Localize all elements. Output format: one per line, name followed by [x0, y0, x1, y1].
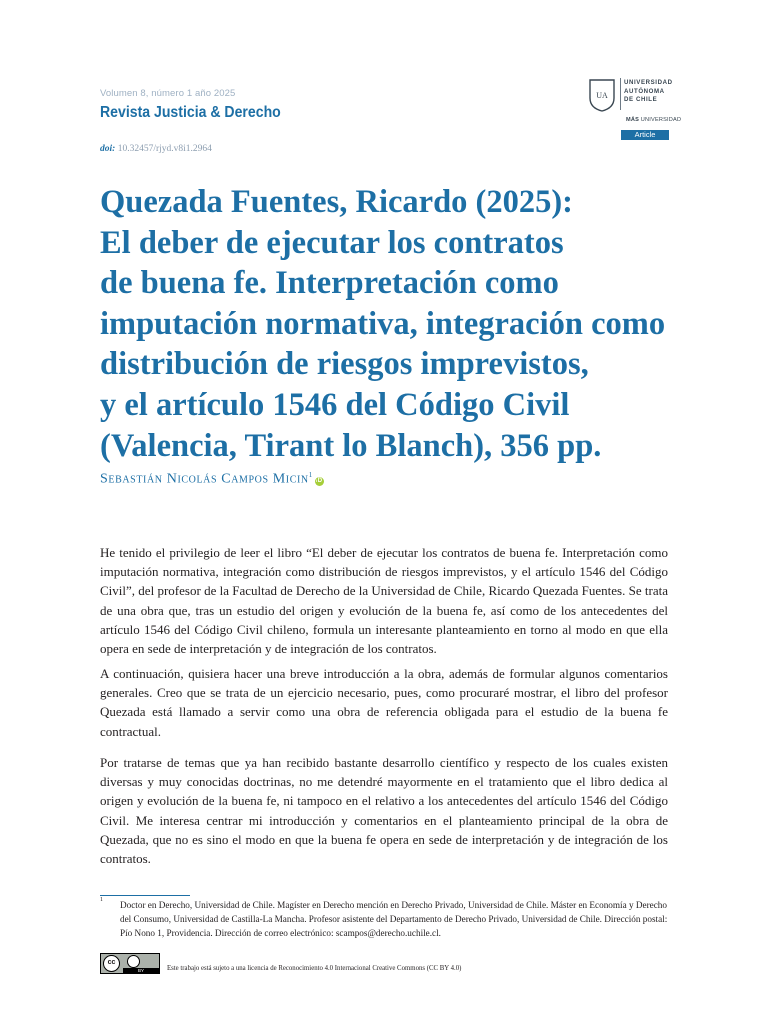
by-person-icon [127, 955, 140, 968]
author-line [100, 471, 324, 488]
title-line: imputación normativa, integración como [100, 305, 666, 342]
svg-text:UA: UA [596, 91, 608, 100]
footnote-number: 1 [100, 897, 103, 903]
volume-info: Volumen 8, número 1 año 2025 [100, 88, 236, 99]
by-label: BY [123, 968, 159, 973]
footnote-divider [100, 895, 190, 896]
cc-license-badge[interactable] [100, 953, 160, 974]
article-type-badge: Article [621, 130, 669, 140]
doi-line [100, 144, 212, 154]
body-paragraph: He tenido el privilegio de leer el libro “El deber de ejecutar los contratos de buena fe. Interpretación como imputación normativa, integración como distribución de riesgos imprevistos, y el artículo 1546 del Código Civil”, del profesor de la Facultad de Derecho de la Universidad de Chile, Ricardo Quezada Fuentes. Se trata de una obra que, tras un estudio del origen y evolución de la buena fe, así como de los antecedentes del artículo 1546 del Código Civil chileno, formula un interesante planteamiento en torno al modo en que ella opera en sede de interpretación y de integración de los contratos. [100, 545, 668, 657]
title-line: y el artículo 1546 del Código Civil [100, 386, 570, 423]
title-line: de buena fe. Interpretación como [100, 265, 559, 302]
body-paragraph: Por tratarse de temas que ya han recibido bastante desarrollo científico y respecto de los cuales existen diversas y muy conocidas doctrinas, no me detendré mayormente en el tratamiento que el libro dedica al origen y evolución de la buena fe, ni tampoco en el relativo a los antecedentes del artículo 1546 del Código Civil. Me interesa centrar mi introducción y comentarios en el planteamiento principal de la obra de Quezada, que no es sino el modo en que la buena fe opera en sede de interpretación y de integración de los contratos. [100, 755, 668, 867]
logo-tagline: MÁS UNIVERSIDAD [626, 117, 682, 123]
title-line: El deber de ejecutar los contratos [100, 224, 564, 261]
author-name: Sebastián Nicolás Campos Micin [100, 471, 309, 487]
title-line: (Valencia, Tirant lo Blanch), 356 pp. [100, 427, 602, 464]
doi-link[interactable]: 10.32457/rjyd.v8i1.2964 [115, 144, 212, 154]
title-line: distribución de riesgos imprevistos, [100, 346, 589, 383]
logo-wordmark: UNIVERSIDAD AUTÓNOMA DE CHILE [624, 79, 673, 104]
doi-label: doi: [100, 144, 116, 154]
orcid-icon[interactable]: iD [316, 477, 323, 484]
license-text: Este trabajo está sujeto a una licencia de Reconocimiento 4.0 Internacional Creative Commons (CC BY 4.0) [167, 965, 462, 972]
author-footnote-ref[interactable]: 1 [308, 471, 313, 479]
university-logo[interactable] [588, 76, 673, 116]
logo-divider [620, 78, 621, 110]
crest-icon [588, 78, 616, 112]
article-title [100, 182, 690, 466]
cc-icon: cc [103, 955, 120, 972]
title-line: Quezada Fuentes, Ricardo (2025): [100, 184, 573, 220]
body-paragraph: A continuación, quisiera hacer una breve introducción a la obra, además de formular algunos comentarios generales. Creo que se trata de un ejercicio necesario, pues, como procuraré mostrar, el libro del profesor Quezada está llamado a servir como una obra de referencia obligada para el estudio de la buena fe contractual. [100, 666, 668, 739]
journal-name[interactable]: Revista Justicia & Derecho [100, 104, 281, 121]
footnote-text: Doctor en Derecho, Universidad de Chile. Magíster en Derecho mención en Derecho Privado, Universidad de Chile. Máster en Economía y Derecho del Consumo, Universidad de Castilla-La Mancha. Profesor asistente del Departamento de Derecho Privado, Universidad de Chile. Dirección postal: Pío Nono 1, Providencia. Dirección de correo electrónico: scampos@derecho.uchile.cl. [120, 900, 668, 939]
